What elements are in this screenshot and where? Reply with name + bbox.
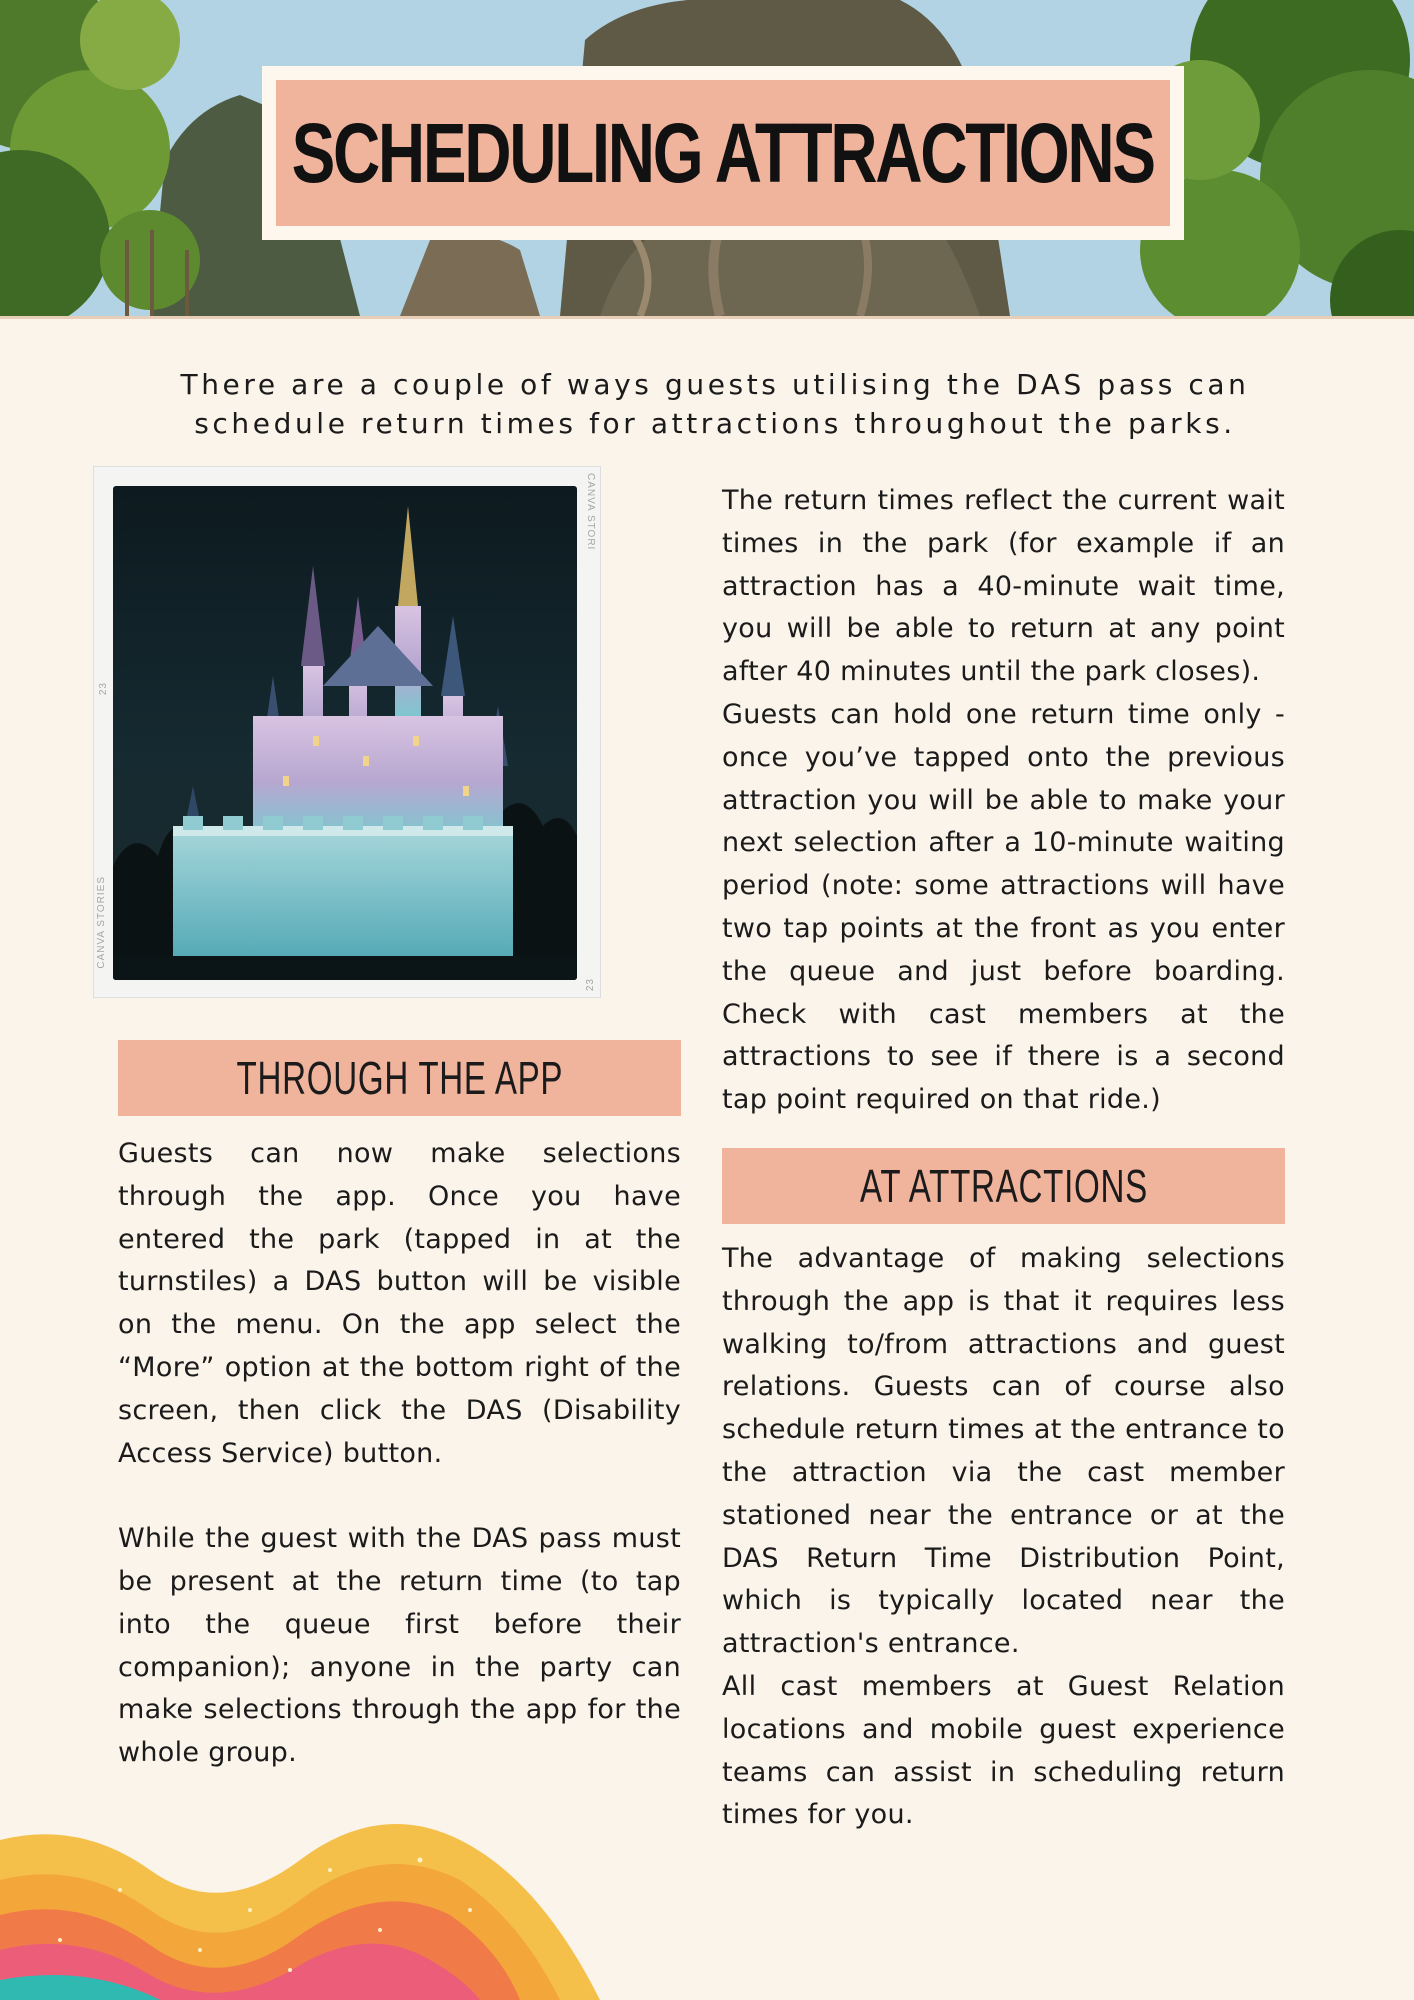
through-app-heading: THROUGH THE APP	[236, 1052, 563, 1104]
return-times-paragraph-2: Guests can hold one return time only - once you’ve tapped onto the previous attraction you will be able to make your next selection after a 10-minute waiting period (note: some attractions will have two tap points at the front as you enter the queue and just before boarding. Check with cast members at the attractions to see if there is a second tap point required on that ride.)	[722, 698, 1285, 1116]
return-times-paragraph-1: The return times reflect the current wait times in the park (for example if an attraction has a 40-minute wait time, you will be able to return at any point after 40 minutes until the park closes).	[722, 485, 1285, 688]
at-attractions-paragraph-1: The advantage of making selections through the app is that it requires less walking to/from attractions and guest relations. Guests can of course also schedule return times at the entrance to the attraction via the cast member stationed near the entrance or at the DAS Return Time Distribution Point, which is typically located near the attraction's entrance.	[722, 1243, 1285, 1660]
page-title: SCHEDULING ATTRACTIONS	[291, 105, 1155, 200]
return-times-body	[722, 480, 1285, 1122]
section-heading-through-app	[118, 1040, 681, 1116]
through-app-paragraph-1: Guests can now make selections through the app. Once you have entered the park (tapped in at the turnstiles) a DAS button will be visible on the menu. On the app select the “More” option at the bottom right of the screen, then click the DAS (Disability Access Service) button.	[118, 1138, 681, 1469]
title-box	[276, 80, 1170, 226]
at-attractions-heading: AT ATTRACTIONS	[859, 1160, 1148, 1212]
photo-frame	[93, 466, 601, 998]
frame-brand-bottom: CANVA STORIES	[96, 876, 107, 969]
frame-number-left: 23	[98, 682, 109, 696]
at-attractions-body	[722, 1238, 1285, 1837]
rainbow-wave-decoration	[0, 1800, 700, 2000]
frame-number-right: 23	[585, 977, 596, 991]
through-app-paragraph-2: While the guest with the DAS pass must be present at the return time (to tap into the queue first before their companion); anyone in the party can make selections through the app for the whole group.	[118, 1523, 681, 1769]
section-heading-at-attractions	[722, 1148, 1285, 1224]
header-banner	[0, 0, 1414, 319]
frame-brand-top: CANVA STORI	[585, 473, 596, 551]
title-plate	[262, 66, 1184, 240]
intro-text: There are a couple of ways guests utilising the DAS pass can schedule return times for attractions throughout the parks.	[180, 368, 1250, 440]
through-app-body	[118, 1133, 681, 1775]
at-attractions-paragraph-2: All cast members at Guest Relation locations and mobile guest experience teams can assist in scheduling return times for you.	[722, 1670, 1285, 1831]
castle-illustration	[113, 486, 577, 980]
castle-photo	[113, 486, 577, 980]
